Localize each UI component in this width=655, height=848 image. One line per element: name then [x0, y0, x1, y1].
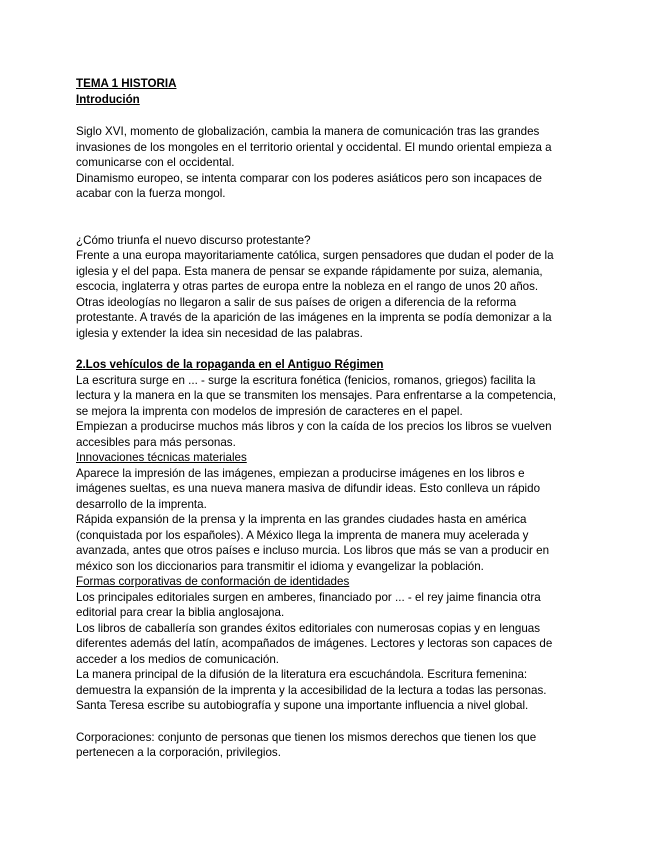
formas-line: Los libros de caballería son grandes éxitos editoriales con numerosas copias y en lenguas [76, 622, 541, 635]
document-title: TEMA 1 HISTORIA [76, 77, 177, 90]
innovaciones-line: méxico son los diccionarios para transmitir el idioma y evangelizar la población. [76, 560, 484, 573]
intro-heading: Introdución [76, 93, 140, 106]
section2-line: accesibles para más personas. [76, 436, 236, 449]
section2-line: se mejora la imprenta con modelos de impresión de caracteres en el papel. [76, 405, 463, 418]
protestant-line: protestante. A través de la aparición de las imágenes en la imprenta se podía demonizar a la [76, 311, 552, 324]
protestant-question: ¿Cómo triunfa el nuevo discurso protestante? [76, 234, 311, 247]
innovaciones-line: imágenes sueltas, es una nueva manera masiva de difundir ideas. Esto conlleva un rápido [76, 482, 541, 495]
innovaciones-line: avanzada, antes que otros países e incluso murcia. Los libros que más se van a producir en [76, 544, 550, 557]
formas-line: editorial para crear la biblia anglosajona. [76, 606, 285, 619]
intro-line: Dinamismo europeo, se intenta comparar con los poderes asiáticos pero son incapaces de [76, 172, 542, 185]
formas-line: Los principales editoriales surgen en amberes, financiado por ... - el rey jaime financia otra [76, 591, 541, 604]
section2-line: La escritura surge en ... - surge la escritura fonética (fenicios, romanos, griegos) facilita la [76, 374, 536, 387]
section2-line: lectura y la manera en la que se transmiten los mensajes. Para enfrentarse a la competencia, [76, 389, 557, 402]
formas-line: demuestra la expansión de la imprenta y la accesibilidad de la lectura a todas las personas. [76, 684, 547, 697]
intro-line: Siglo XVI, momento de globalización, cambia la manera de comunicación tras las grandes [76, 125, 540, 138]
protestant-line: escocia, inglaterra y otras partes de europa entre la nobleza en el rango de unos 20 años. [76, 280, 539, 293]
formas-line: La manera principal de la difusión de la literatura era escuchándola. Escritura femenina: [76, 668, 528, 681]
section2-heading: 2.Los vehículos de la ropaganda en el Antiguo Régimen [76, 358, 384, 371]
innovaciones-line: Aparece la impresión de las imágenes, empiezan a producirse imágenes en los libros e [76, 467, 525, 480]
intro-line: invasiones de los mongoles en el territorio oriental y occidental. El mundo oriental empieza a [76, 141, 552, 154]
innovaciones-line: desarrollo de la imprenta. [76, 498, 207, 511]
corporaciones-line: pertenecen a la corporación, privilegios. [76, 746, 281, 759]
protestant-line: Frente a una europa mayoritariamente católica, surgen pensadores que dudan el poder de la [76, 249, 554, 262]
protestant-line: iglesia y el del papa. Esta manera de pensar se expande rápidamente por suiza, alemania, [76, 265, 543, 278]
intro-line: comunicarse con el occidental. [76, 156, 235, 169]
corporaciones-line: Corporaciones: conjunto de personas que tienen los mismos derechos que tienen los que [76, 731, 537, 744]
innovaciones-line: Rápida expansión de la prensa y la imprenta en las grandes ciudades hasta en américa [76, 513, 527, 526]
protestant-line: Otras ideologías no llegaron a salir de sus países de origen a diferencia de la reforma [76, 296, 517, 309]
innovaciones-line: (conquistada por los españoles). A México llega la imprenta de manera muy acelerada y [76, 529, 529, 542]
section2-line: Empiezan a producirse muchos más libros y con la caída de los precios los libros se vuelven [76, 420, 552, 433]
innovaciones-heading: Innovaciones técnicas materiales [76, 451, 247, 464]
protestant-line: iglesia y extender la idea sin necesidad de las palabras. [76, 327, 363, 340]
formas-line: diferentes además del latín, acompañados de imágenes. Lectores y lectoras son capaces de [76, 637, 553, 650]
formas-line: Santa Teresa escribe su autobiografía y supone una importante influencia a nivel global. [76, 699, 529, 712]
formas-heading: Formas corporativas de conformación de identidades [76, 575, 350, 588]
formas-line: acceder a los medios de comunicación. [76, 653, 279, 666]
intro-line: acabar con la fuerza mongol. [76, 187, 226, 200]
